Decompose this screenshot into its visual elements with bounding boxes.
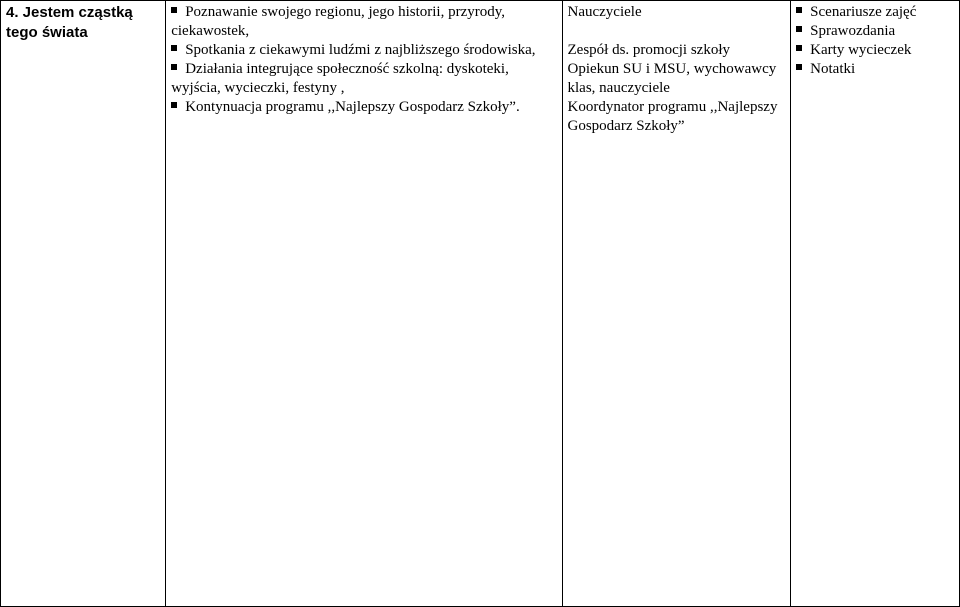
square-bullet-icon (171, 45, 177, 51)
task-heading-cell (1, 1, 166, 607)
documentation-item (796, 3, 954, 22)
activities-cell (166, 1, 562, 607)
documentation-text: Sprawozdania (810, 23, 896, 39)
square-bullet-icon (171, 7, 177, 13)
responsible-text: Nauczyciele (567, 4, 642, 20)
responsible-cell (562, 1, 791, 607)
square-bullet-icon (171, 64, 177, 70)
table-row (1, 1, 960, 607)
activity-text: Działania integrujące społeczność szkolną: dyskoteki, wyjścia, wycieczki, festyny , (171, 61, 509, 96)
documentation-text: Scenariusze zajęć (810, 4, 917, 20)
responsible-text: Opiekun SU i MSU, wychowawcy klas, nauczyciele (567, 61, 777, 96)
documentation-text: Karty wycieczek (810, 42, 912, 58)
activity-item (171, 60, 556, 98)
activity-text: Poznawanie swojego regionu, jego historii, przyrody, ciekawostek, (171, 4, 506, 39)
activity-text: Spotkania z ciekawymi ludźmi z najbliższego środowiska, (185, 42, 536, 58)
square-bullet-icon (796, 26, 802, 32)
documentation-item (796, 60, 954, 79)
activity-item (171, 98, 556, 117)
square-bullet-icon (796, 64, 802, 70)
square-bullet-icon (796, 7, 802, 13)
activity-item (171, 41, 556, 60)
task-heading: 4. Jestem cząstką tego świata (6, 4, 133, 41)
documentation-text: Notatki (810, 61, 856, 77)
responsible-text: Koordynator programu ,,Najlepszy Gospodarz Szkoły” (567, 99, 778, 134)
activity-text: Kontynuacja programu ,,Najlepszy Gospodarz Szkoły”. (185, 99, 520, 115)
spacer (568, 22, 786, 41)
documentation-cell (791, 1, 960, 607)
documentation-item (796, 41, 954, 60)
activity-item (171, 3, 556, 41)
square-bullet-icon (171, 102, 177, 108)
square-bullet-icon (796, 45, 802, 51)
responsible-text: Zespół ds. promocji szkoły (567, 42, 730, 58)
documentation-item (796, 22, 954, 41)
